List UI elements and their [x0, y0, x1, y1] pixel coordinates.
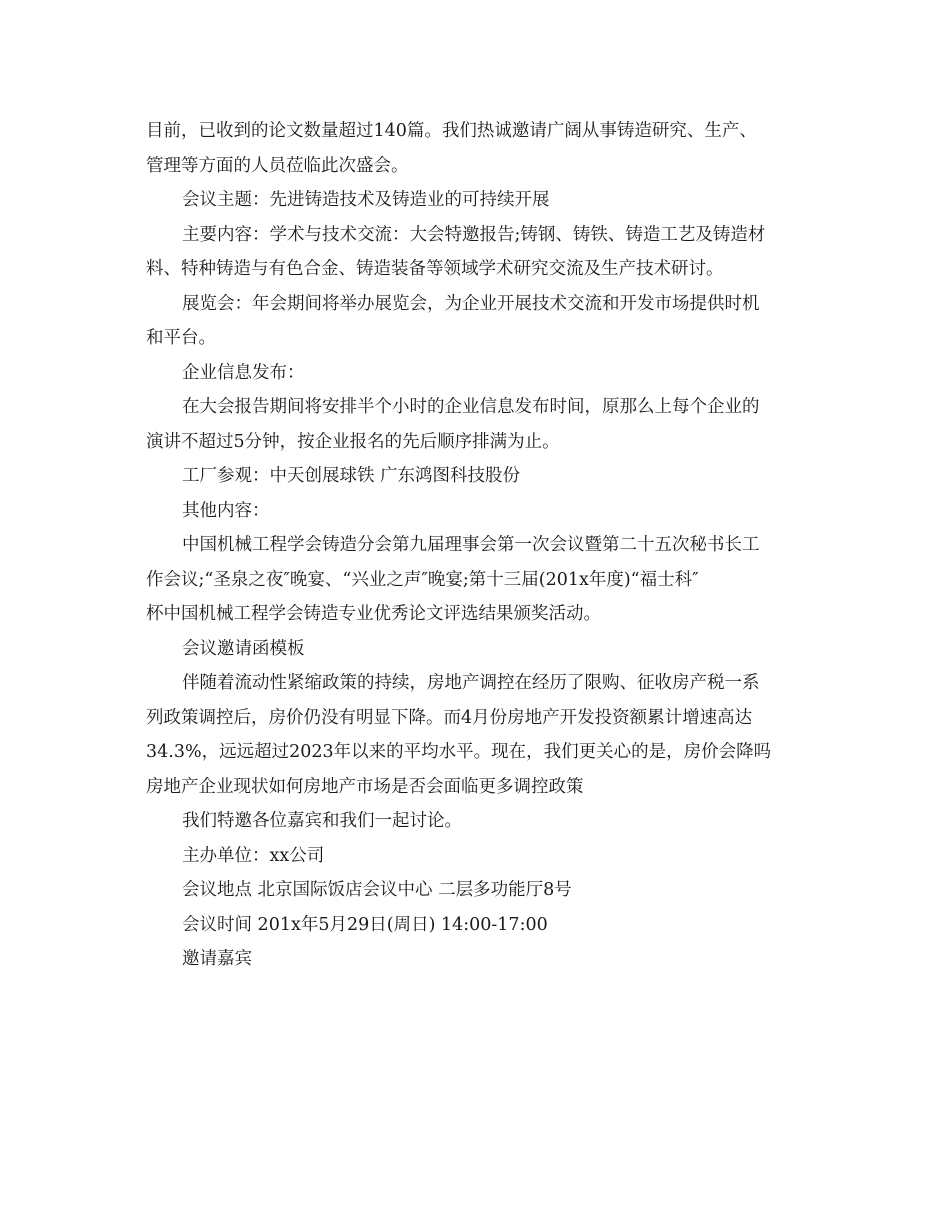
document-line: 演讲不超过5分钟，按企业报名的先后顺序排满为止。 [146, 431, 560, 452]
document-line: 邀请嘉宾 [182, 949, 252, 969]
document-line: 会议地点 北京国际饭店会议中心 二层多功能厅8号 [182, 880, 572, 900]
document-line: 目前，已收到的论文数量超过140篇。我们热诚邀请广阔从事铸造研究、生产、 [146, 121, 757, 141]
document-line: 料、特种铸造与有色合金、铸造装备等领域学术研究交流及生产技术研讨。 [146, 259, 724, 279]
document-line: 中国机械工程学会铸造分会第九届理事会第一次会议暨第二十五次秘书长工 [182, 535, 760, 555]
document-line: 工厂参观：中天创展球铁 广东鸿图科技股份 [182, 466, 521, 486]
document-line: 会议邀请函模板 [182, 638, 305, 659]
document-line: 主要内容：学术与技术交流：大会特邀报告;铸钢、铸铁、铸造工艺及铸造材 [182, 224, 766, 245]
document-line: 我们特邀各位嘉宾和我们一起讨论。 [182, 811, 462, 831]
document-line: 杯中国机械工程学会铸造专业优秀论文评选结果颁奖活动。 [146, 604, 601, 624]
document-line: 主办单位：xx公司 [182, 845, 325, 866]
document-line: 伴随着流动性紧缩政策的持续，房地产调控在经历了限购、征收房产税一系 [182, 673, 760, 693]
document-line: 房地产企业现状如何房地产市场是否会面临更多调控政策 [146, 776, 584, 797]
document-line: 和平台。 [146, 328, 216, 348]
document-line: 作会议;“圣泉之夜″晚宴、“兴业之声″晚宴;第十三届(201x年度)“福士科″ [146, 569, 699, 590]
document-line: 列政策调控后，房价仍没有明显下降。而4月份房地产开发投资额累计增速高达 [146, 707, 753, 728]
document-line: 会议时间 201x年5月29日(周日) 14:00-17:00 [182, 914, 548, 935]
document-line: 其他内容： [182, 500, 270, 521]
document-line: 企业信息发布： [182, 362, 305, 383]
document-line: 管理等方面的人员莅临此次盛会。 [146, 155, 409, 176]
document-body [146, 114, 814, 977]
document-line: 会议主题：先进铸造技术及铸造业的可持续开展 [182, 190, 550, 210]
document-line: 展览会：年会期间将举办展览会，为企业开展技术交流和开发市场提供时机 [182, 293, 760, 314]
document-line: 34.3%，远远超过2023年以来的平均水平。现在，我们更关心的是，房价会降吗 [146, 742, 772, 762]
document-line: 在大会报告期间将安排半个小时的企业信息发布时间，原那么上每个企业的 [182, 397, 760, 417]
